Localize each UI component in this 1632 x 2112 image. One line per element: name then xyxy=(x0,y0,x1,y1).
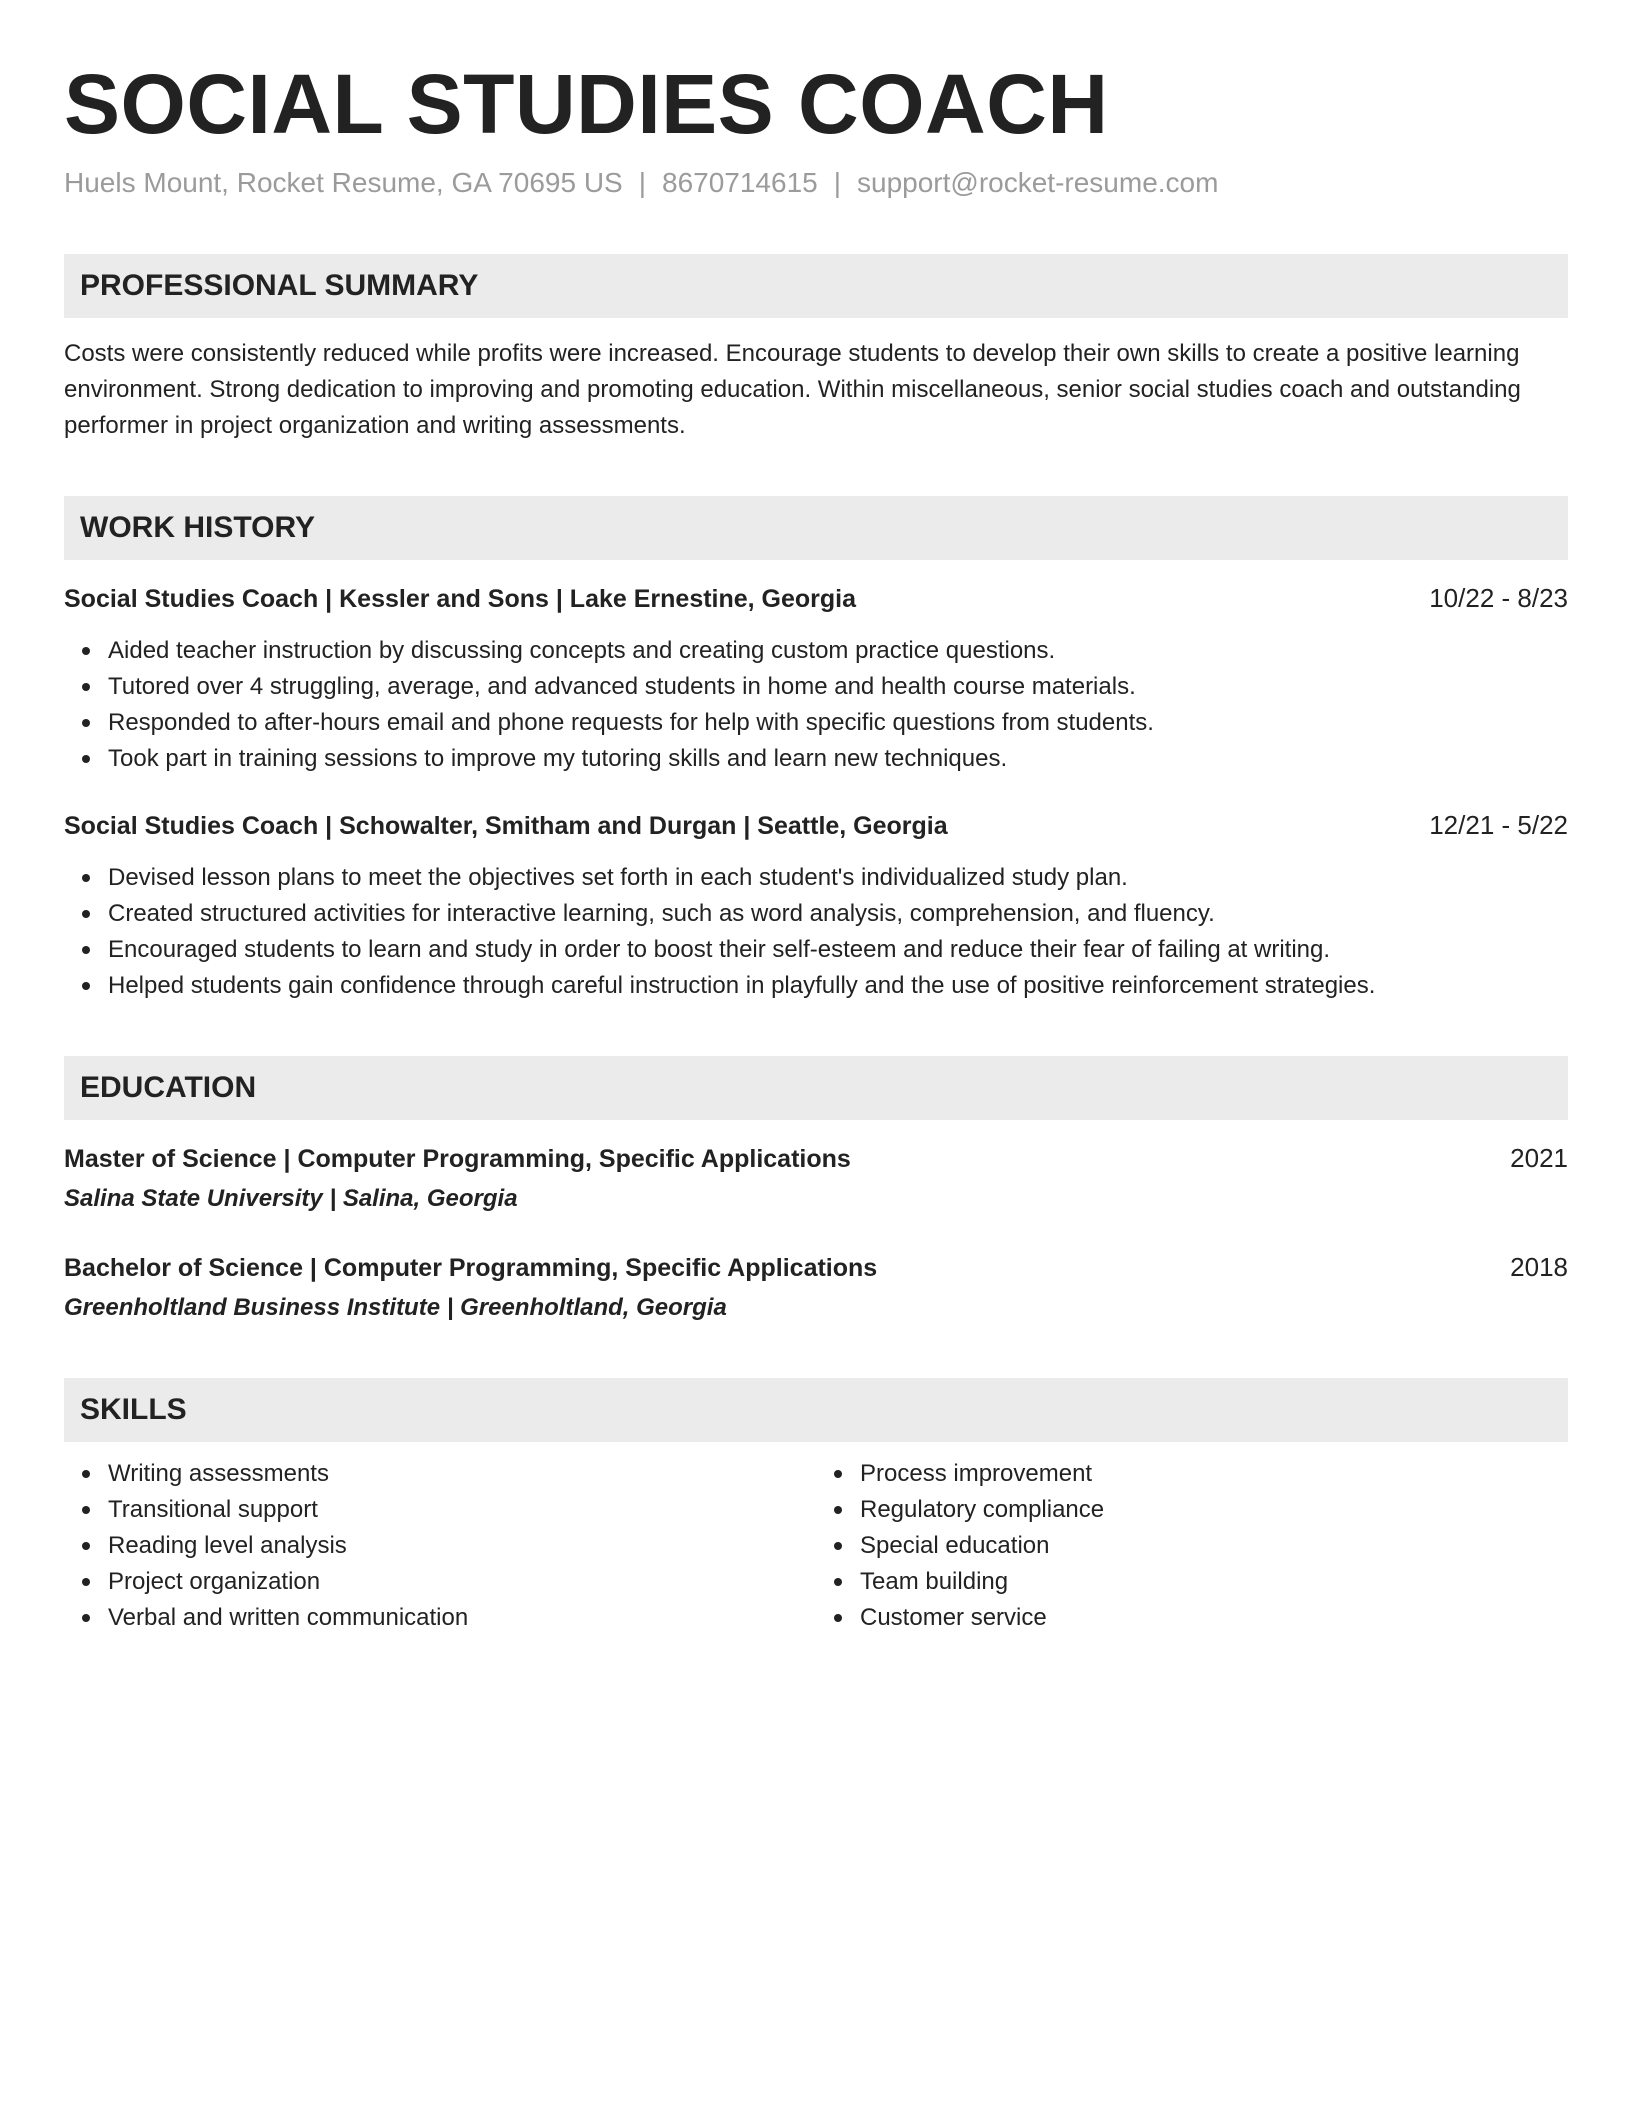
education-header xyxy=(64,1249,1568,1286)
job-bullet: Created structured activities for interactive learning, such as word analysis, comprehension, and fluency. xyxy=(108,896,1568,932)
job-title: Social Studies Coach | Schowalter, Smitham and Durgan | Seattle, Georgia xyxy=(64,812,948,840)
job-header xyxy=(64,580,1568,617)
skill-item: Special education xyxy=(860,1528,1568,1564)
skills-bullets xyxy=(816,1456,1568,1636)
skills-column-left xyxy=(64,1456,816,1636)
resume-name: SOCIAL STUDIES COACH xyxy=(64,57,1109,151)
job-title: Social Studies Coach | Kessler and Sons | Lake Ernestine, Georgia xyxy=(64,585,857,613)
education-degree: Master of Science | Computer Programming, Specific Applications xyxy=(64,1145,851,1173)
job-bullet: Aided teacher instruction by discussing concepts and creating custom practice questions. xyxy=(108,633,1568,669)
job-entry xyxy=(64,807,1568,1004)
skill-item: Customer service xyxy=(860,1600,1568,1636)
skills-list xyxy=(64,1456,1568,1636)
section-header-skills: SKILLS xyxy=(64,1378,1568,1442)
job-bullets xyxy=(64,860,1568,1004)
job-bullet: Responded to after-hours email and phone requests for help with specific questions from students. xyxy=(108,705,1568,741)
contact-address: Huels Mount, Rocket Resume, GA 70695 US xyxy=(64,167,623,198)
education-year: 2018 xyxy=(1510,1252,1568,1282)
contact-separator: | xyxy=(833,167,842,198)
section-header-work-history: WORK HISTORY xyxy=(64,496,1568,560)
skills-bullets xyxy=(64,1456,816,1636)
education-degree: Bachelor of Science | Computer Programming, Specific Applications xyxy=(64,1254,878,1282)
job-bullet: Helped students gain confidence through careful instruction in playfully and the use of positive reinforcement strategies. xyxy=(108,968,1568,1004)
skill-item: Process improvement xyxy=(860,1456,1568,1492)
job-bullet: Took part in training sessions to improve my tutoring skills and learn new techniques. xyxy=(108,741,1568,777)
skill-item: Regulatory compliance xyxy=(860,1492,1568,1528)
skill-item: Reading level analysis xyxy=(108,1528,816,1564)
job-entry xyxy=(64,580,1568,777)
skill-item: Team building xyxy=(860,1564,1568,1600)
job-bullet: Encouraged students to learn and study in order to boost their self-esteem and reduce their fear of failing at writing. xyxy=(108,932,1568,968)
contact-line xyxy=(64,166,1568,200)
job-bullet: Tutored over 4 struggling, average, and advanced students in home and health course materials. xyxy=(108,669,1568,705)
skill-item: Verbal and written communication xyxy=(108,1600,816,1636)
job-header xyxy=(64,807,1568,844)
summary-text: Costs were consistently reduced while profits were increased. Encourage students to develop their own skills to create a positive learning environment. Strong dedication to improving and promoting education. Within miscellaneous, senior social studies coach and outstanding performer in project organization and writing assessments. xyxy=(64,340,1521,439)
contact-separator: | xyxy=(638,167,646,198)
education-school: Salina State University | Salina, Georgia xyxy=(64,1185,518,1212)
contact-phone: 8670714615 xyxy=(662,167,818,198)
skill-item: Writing assessments xyxy=(108,1456,816,1492)
skill-item: Project organization xyxy=(108,1564,816,1600)
education-entry xyxy=(64,1249,1568,1326)
education-entry xyxy=(64,1140,1568,1217)
section-header-education: EDUCATION xyxy=(64,1056,1568,1120)
job-dates: 12/21 - 5/22 xyxy=(1429,810,1568,840)
education-school: Greenholtland Business Institute | Greenholtland, Georgia xyxy=(64,1294,727,1321)
contact-email: support@rocket-resume.com xyxy=(857,167,1219,198)
skill-item: Transitional support xyxy=(108,1492,816,1528)
job-bullets xyxy=(64,633,1568,777)
education-year: 2021 xyxy=(1510,1143,1568,1173)
skills-column-right xyxy=(816,1456,1568,1636)
job-dates: 10/22 - 8/23 xyxy=(1429,583,1568,613)
section-header-summary: PROFESSIONAL SUMMARY xyxy=(64,254,1568,318)
education-header xyxy=(64,1140,1568,1177)
job-bullet: Devised lesson plans to meet the objectives set forth in each student's individualized study plan. xyxy=(108,860,1568,896)
